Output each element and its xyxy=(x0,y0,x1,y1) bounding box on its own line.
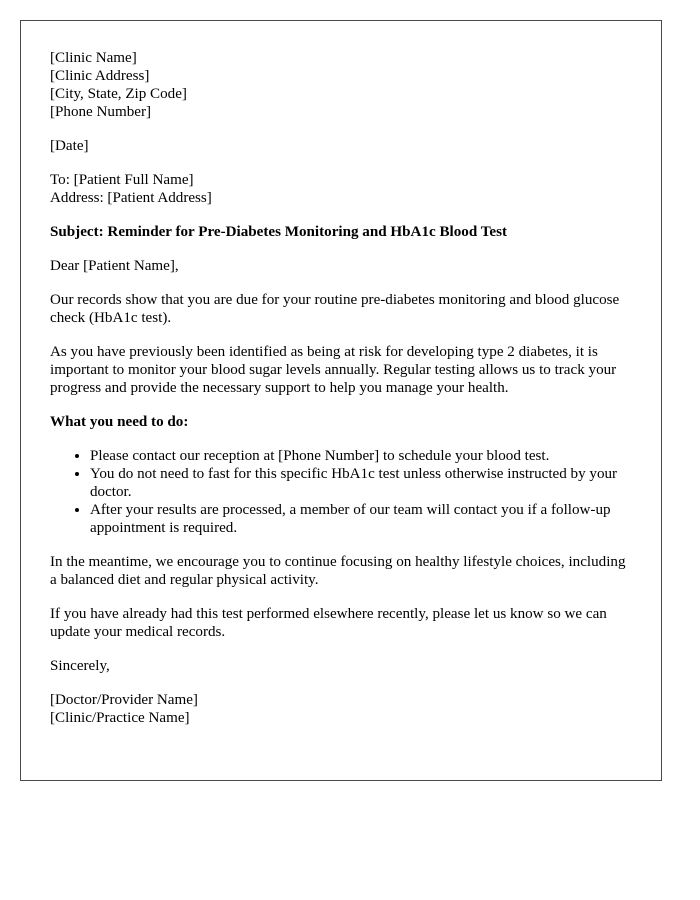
recipient-address: Address: [Patient Address] xyxy=(50,190,212,206)
clinic-name: [Clinic Name] xyxy=(50,50,137,66)
list-item: • Please contact our reception at [Phone Number] to schedule your blood test. xyxy=(90,447,632,465)
clinic-header xyxy=(50,49,632,121)
list-item: • After your results are processed, a member of our team will contact you if a follow-up appointment is required. xyxy=(90,501,632,537)
letter-subject: Subject: Reminder for Pre-Diabetes Monitoring and HbA1c Blood Test xyxy=(50,224,507,240)
todo-heading: What you need to do: xyxy=(50,414,189,430)
todo-list xyxy=(50,447,632,537)
signature-block xyxy=(50,691,632,727)
clinic-city-state-zip: [City, State, Zip Code] xyxy=(50,86,187,102)
clinic-phone: [Phone Number] xyxy=(50,104,152,120)
letter-date: [Date] xyxy=(50,138,89,154)
risk-paragraph: As you have previously been identified as being at risk for developing type 2 diabetes, it is important to monitor your blood sugar levels annually. Regular testing allows us to track your progress and provide the necessary support to help you manage your health. xyxy=(50,344,617,396)
lifestyle-paragraph: In the meantime, we encourage you to continue focusing on healthy lifestyle choices, including a balanced diet and regular physical activity. xyxy=(50,554,626,588)
intro-paragraph: Our records show that you are due for your routine pre-diabetes monitoring and blood glucose check (HbA1c test). xyxy=(50,292,620,326)
provider-name: [Doctor/Provider Name] xyxy=(50,692,198,708)
clinic-address: [Clinic Address] xyxy=(50,68,150,84)
list-item: • You do not need to fast for this specific HbA1c test unless otherwise instructed by your doctor. xyxy=(90,465,632,501)
practice-name: [Clinic/Practice Name] xyxy=(50,710,190,726)
recipient-name: To: [Patient Full Name] xyxy=(50,172,194,188)
signoff: Sincerely, xyxy=(50,658,110,674)
salutation: Dear [Patient Name], xyxy=(50,258,179,274)
recipient-block xyxy=(50,171,632,207)
elsewhere-paragraph: If you have already had this test performed elsewhere recently, please let us know so we can update your medical records. xyxy=(50,606,607,640)
letter-document xyxy=(20,20,662,781)
